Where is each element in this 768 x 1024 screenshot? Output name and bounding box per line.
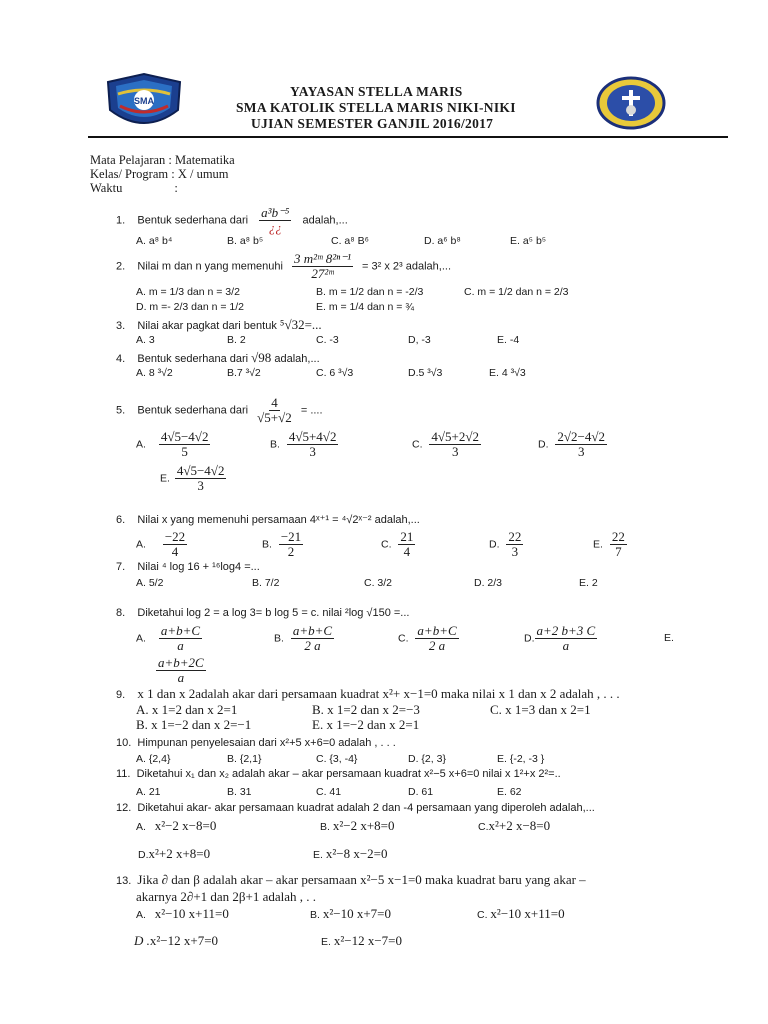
q7-option-b[interactable]: B. 7/2 [252,577,280,589]
q6-option-c[interactable]: C. $\frac{21}{4}$ [381,529,414,559]
class-line: Kelas/ Program : X / umum [90,167,229,181]
q12-option-c[interactable]: C.x²+2 x−8=0 [478,818,551,833]
q3-option-c[interactable]: C. -3 [316,334,339,346]
question-10: 10. Himpunan penyelesaian dari x²+5 x+6=0 adalah , . . . [116,737,396,749]
q3-option-d[interactable]: D, -3 [408,334,431,346]
q11-option-a[interactable]: A. 21 [136,786,161,798]
q11-option-b[interactable]: B. 31 [227,786,252,798]
q12-option-b[interactable]: B. x²−2 x+8=0 [320,818,395,833]
q13-option-a[interactable]: A. x²−10 x+11=0 [136,906,229,921]
q9-option-b[interactable]: B. x 1=2 dan x 2=−3 [312,702,420,717]
q8-option-b[interactable]: B. $\frac{a+b+C}{2 a}$ [274,623,333,653]
q9-option-e[interactable]: E. x 1=−2 dan x 2=1 [312,717,420,732]
question-13: 13. Jika ∂ dan β adalah akar – akar persamaan x²−5 x−1=0 maka kuadrat baru yang akar – [116,872,586,887]
q12-option-e[interactable]: E. x²−8 x−2=0 [313,846,388,861]
school-logo-right [596,76,666,130]
q8-option-e-label[interactable]: E. [664,632,674,644]
q4-option-b[interactable]: B.7 ³√2 [227,367,261,379]
q1-option-c[interactable]: C. a⁸ B⁶ [331,235,369,247]
header-line-2: SMA KATOLIK STELLA MARIS NIKI-NIKI [236,100,516,115]
q3-option-b[interactable]: B. 2 [227,334,246,346]
q2-option-d[interactable]: D. m =- 2/3 dan n = 1/2 [136,301,244,313]
q6-option-a[interactable]: A. $\frac{-22}{4}$ [136,529,186,559]
header-line-3: UJIAN SEMESTER GANJIL 2016/2017 [251,116,494,131]
question-7: 7. Nilai ⁴ log 16 + ¹⁶log4 =... [116,561,260,573]
q9-option-a[interactable]: A. x 1=2 dan x 2=1 [136,702,238,717]
q12-option-d[interactable]: D.x²+2 x+8=0 [138,846,211,861]
question-13-line-2: akarnya 2∂+1 dan 2β+1 adalah , . . [136,889,317,904]
q6-option-b[interactable]: B. $\frac{-21}{2}$ [262,529,302,559]
q7-option-d[interactable]: D. 2/3 [474,577,503,589]
q3-option-a[interactable]: A. 3 [136,334,155,346]
q1-option-a[interactable]: A. a⁸ b⁴ [136,235,173,247]
question-9: 9. x 1 dan x 2adalah akar dari persamaan kuadrat x²+ x−1=0 maka nilai x 1 dan x 2 adalah , . . . [116,686,620,701]
q2-option-b[interactable]: B. m = 1/2 dan n = -2/3 [316,286,424,298]
q10-option-e[interactable]: E. {-2, -3 } [497,753,545,765]
header-line-1: YAYASAN STELLA MARIS [290,84,463,99]
subject-line: Mata Pelajaran : Matematika [90,153,235,167]
q3-option-e[interactable]: E. -4 [497,334,520,346]
q5-option-d[interactable]: D. $\frac{2√2-4√2}{3}$ [538,429,606,459]
q4-option-d[interactable]: D.5 ³√3 [408,367,443,379]
q5-option-a[interactable]: A. $\frac{4√5-4√2}{5}$ [136,429,209,459]
q11-option-e[interactable]: E. 62 [497,786,522,798]
q1-option-e[interactable]: E. a⁵ b⁵ [510,235,547,247]
question-2: 2. Nilai m dan n yang memenuhi $\frac{\text{3 m²ᵐ 8²ⁿ⁻¹}}{\text{27²ᵐ}}$ = 3² x 2³ adalah,... [116,251,452,281]
question-11: 11. Diketahui x₁ dan x₂ adalah akar – akar persamaan kuadrat x²−5 x+6=0 nilai x 1²+x 2²=.. [116,768,561,780]
q5-option-e[interactable]: E. $\frac{4√5-4√2}{3}$ [160,463,225,493]
q5-option-c[interactable]: C. $\frac{4√5+2√2}{3}$ [412,429,480,459]
q4-option-e[interactable]: E. 4 ³√3 [489,367,526,379]
q13-option-b[interactable]: B. x²−10 x+7=0 [310,906,391,921]
q13-option-d[interactable]: D .x²−12 x+7=0 [134,933,219,948]
q6-option-e[interactable]: E. $\frac{22}{7}$ [593,529,625,559]
q9-option-d[interactable]: B. x 1=−2 dan x 2=−1 [136,717,252,732]
q10-option-a[interactable]: A. {2,4} [136,753,171,765]
q11-option-c[interactable]: C. 41 [316,786,342,798]
logo-left-text: SMA [134,96,154,106]
q1-option-d[interactable]: D. a⁶ b⁸ [424,235,461,247]
school-logo-left [104,72,184,134]
q1-option-b[interactable]: B. a⁸ b⁵ [227,235,264,247]
header-divider [88,136,728,138]
q10-option-d[interactable]: D. {2, 3} [408,753,446,765]
time-line: Waktu : [90,181,178,195]
q12-option-a[interactable]: A. x²−2 x−8=0 [136,818,217,833]
q2-option-e[interactable]: E. m = 1/4 dan n = ¾ [316,301,415,313]
q4-option-a[interactable]: A. 8 ³√2 [136,367,173,379]
q2-option-a[interactable]: A. m = 1/3 dan n = 3/2 [136,286,240,298]
q13-option-c[interactable]: C. x²−10 x+11=0 [477,906,565,921]
q2-option-c[interactable]: C. m = 1/2 dan n = 2/3 [464,286,569,298]
q11-option-d[interactable]: D. 61 [408,786,434,798]
q8-option-a[interactable]: A. $\frac{a+b+C}{a}$ [136,623,201,653]
q10-option-b[interactable]: B. {2,1} [227,753,262,765]
q7-option-e[interactable]: E. 2 [579,577,598,589]
q7-option-c[interactable]: C. 3/2 [364,577,393,589]
question-3: 3. Nilai akar pagkat dari bentuk ⁵√32=... [116,317,322,332]
q13-option-e[interactable]: E. x²−12 x−7=0 [321,933,402,948]
question-5: 5. Bentuk sederhana dari $\frac{4}{√5+√2}$ = .... [116,395,323,425]
q10-option-c[interactable]: C. {3, -4} [316,753,358,765]
question-12: 12. Diketahui akar- akar persamaan kuadrat adalah 2 dan -4 persamaan yang diperoleh adalah,... [116,802,595,814]
time-label: Waktu [90,181,123,195]
q8-option-e[interactable]: $\frac{a+b+2C}{a}$ [158,655,204,685]
q7-option-a[interactable]: A. 5/2 [136,577,164,589]
q9-option-c[interactable]: C. x 1=3 dan x 2=1 [490,702,591,717]
question-6: 6. Nilai x yang memenuhi persamaan 4ˣ⁺¹ = ⁴√2ˣ⁻² adalah,... [116,514,420,526]
q4-option-c[interactable]: C. 6 ³√3 [316,367,354,379]
q8-option-d[interactable]: D. $\frac{a+2 b+3 C}{a}$ [524,623,596,653]
question-8: 8. Diketahui log 2 = a log 3= b log 5 = c. nilai ²log √150 =... [116,607,410,619]
question-1: 1. Bentuk sederhana dari a³b⁻⁵ ¿¿ adalah,... [116,205,348,235]
q5-option-b[interactable]: B. $\frac{4√5+4√2}{3}$ [270,429,337,459]
q8-option-c[interactable]: C. $\frac{a+b+C}{2 a}$ [398,623,457,653]
q6-option-d[interactable]: D. $\frac{22}{3}$ [489,529,522,559]
question-4: 4. Bentuk sederhana dari √98 adalah,... [116,350,320,365]
